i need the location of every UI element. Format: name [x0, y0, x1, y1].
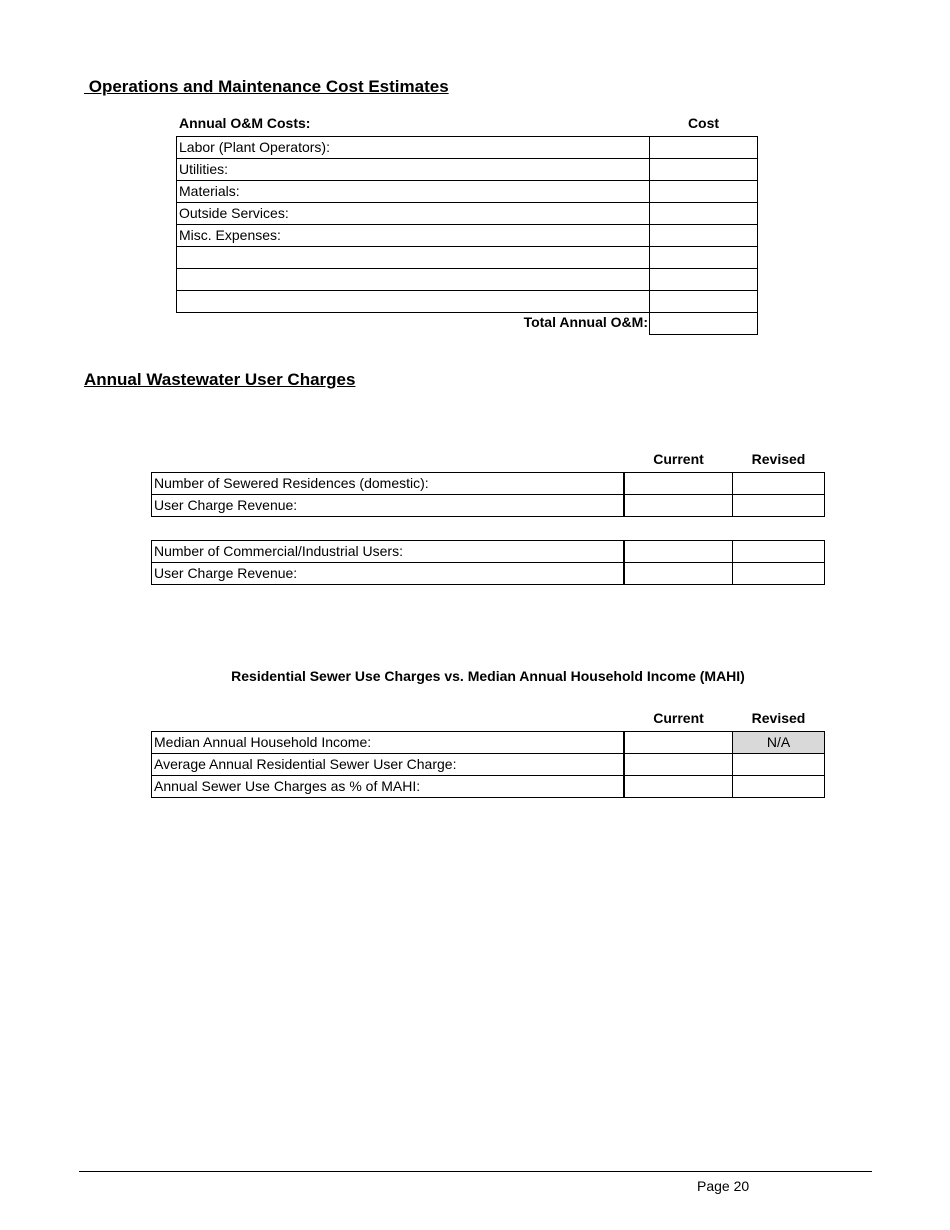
mahi-current-header: Current	[653, 710, 704, 726]
om-row-label: Utilities:	[176, 158, 651, 181]
user-charges-title: Annual Wastewater User Charges	[84, 370, 356, 389]
table-row-label: Number of Sewered Residences (domestic):	[151, 472, 625, 495]
table-row-label: User Charge Revenue:	[151, 562, 625, 585]
revised-value-input[interactable]	[732, 472, 825, 495]
om-row-label: Materials:	[176, 180, 651, 203]
om-cost-input[interactable]	[649, 158, 758, 181]
revised-value-input[interactable]	[732, 540, 825, 563]
om-cost-input[interactable]	[649, 246, 758, 269]
om-row-label: Labor (Plant Operators):	[176, 136, 651, 159]
current-value-input[interactable]	[623, 753, 734, 776]
table-row-label: Average Annual Residential Sewer User Charge:	[151, 753, 625, 776]
current-value-input[interactable]	[623, 775, 734, 798]
om-row-label: Misc. Expenses:	[176, 224, 651, 247]
revised-na-cell: N/A	[732, 731, 825, 754]
om-row-label	[176, 268, 651, 291]
current-value-input[interactable]	[623, 731, 734, 754]
om-cost-header: Cost	[687, 115, 720, 131]
revised-value-input[interactable]	[732, 562, 825, 585]
om-row-label	[176, 246, 651, 269]
om-cost-input[interactable]	[649, 136, 758, 159]
om-total-input[interactable]	[649, 312, 758, 335]
revised-value-input[interactable]	[732, 494, 825, 517]
footer-rule	[79, 1171, 872, 1172]
om-cost-input[interactable]	[649, 290, 758, 313]
table-row-label: User Charge Revenue:	[151, 494, 625, 517]
table-row-label: Annual Sewer Use Charges as % of MAHI:	[151, 775, 625, 798]
uc-current-header: Current	[653, 451, 704, 467]
om-row-label: Outside Services:	[176, 202, 651, 225]
om-cost-input[interactable]	[649, 180, 758, 203]
page-number: Page 20	[697, 1178, 750, 1194]
current-value-input[interactable]	[623, 472, 734, 495]
mahi-revised-header: Revised	[751, 710, 806, 726]
table-row-label: Number of Commercial/Industrial Users:	[151, 540, 625, 563]
om-section-title: Operations and Maintenance Cost Estimates	[84, 77, 449, 96]
om-cost-input[interactable]	[649, 202, 758, 225]
current-value-input[interactable]	[623, 540, 734, 563]
om-total-label: Total Annual O&M:	[523, 314, 648, 330]
table-row-label: Median Annual Household Income:	[151, 731, 625, 754]
om-row-label	[176, 290, 651, 313]
current-value-input[interactable]	[623, 562, 734, 585]
current-value-input[interactable]	[623, 494, 734, 517]
om-cost-input[interactable]	[649, 224, 758, 247]
mahi-title: Residential Sewer Use Charges vs. Median Annual Household Income (MAHI)	[231, 668, 745, 684]
uc-revised-header: Revised	[751, 451, 806, 467]
om-label-header: Annual O&M Costs:	[179, 115, 311, 131]
om-cost-input[interactable]	[649, 268, 758, 291]
revised-value-input[interactable]	[732, 753, 825, 776]
revised-value-input[interactable]	[732, 775, 825, 798]
